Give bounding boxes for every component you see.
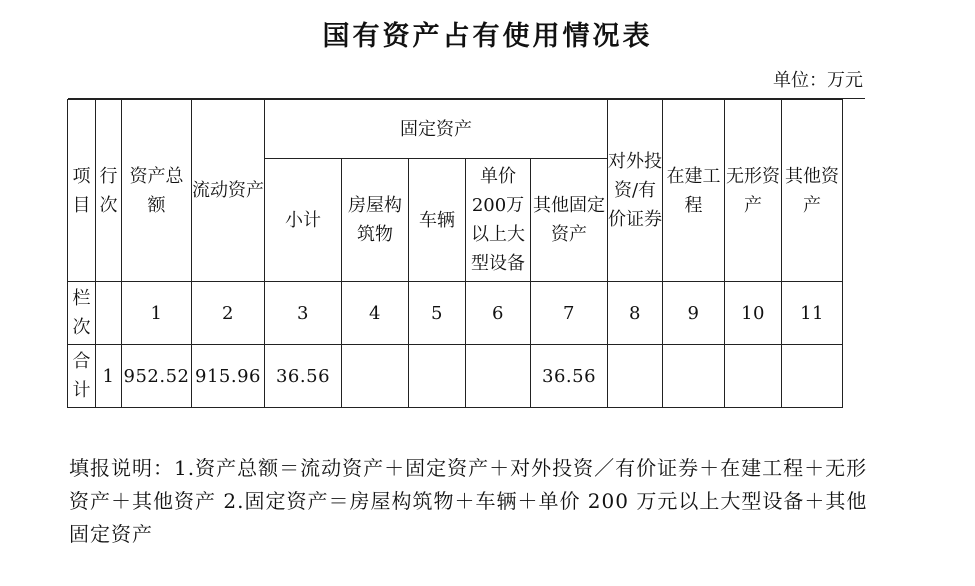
header-row-no: 行次 xyxy=(96,100,122,282)
total-cell xyxy=(782,345,843,408)
total-cell xyxy=(663,345,725,408)
header-vehicles: 车辆 xyxy=(409,159,466,282)
total-row-label: 合计 xyxy=(68,345,96,408)
column-number: 4 xyxy=(342,282,409,345)
column-number: 11 xyxy=(782,282,843,345)
total-cell xyxy=(342,345,409,408)
column-number: 5 xyxy=(409,282,466,345)
header-fixed-assets: 固定资产 xyxy=(265,100,608,159)
total-cell: 36.56 xyxy=(265,345,342,408)
column-row-label: 栏次 xyxy=(68,282,96,345)
header-large-equipment: 单价200万以上大型设备 xyxy=(466,159,531,282)
column-number: 6 xyxy=(466,282,531,345)
column-number: 10 xyxy=(725,282,782,345)
filing-note: 填报说明：1.资产总额＝流动资产＋固定资产＋对外投资／有价证券＋在建工程＋无形资产＋其他资产 2.固定资产＝房屋构筑物＋车辆＋单价 200 万元以上大型设备＋其他固定资产 xyxy=(69,456,868,546)
header-current-assets: 流动资产 xyxy=(192,100,265,282)
column-number: 1 xyxy=(122,282,192,345)
total-cell xyxy=(466,345,531,408)
total-cell xyxy=(725,345,782,408)
asset-table xyxy=(67,99,843,408)
header-construction: 在建工程 xyxy=(663,100,725,282)
header-other-assets: 其他资产 xyxy=(782,100,843,282)
total-cell: 36.56 xyxy=(531,345,608,408)
column-number: 8 xyxy=(608,282,663,345)
header-item: 项目 xyxy=(68,100,96,282)
total-cell xyxy=(608,345,663,408)
page-title: 国有资产占有使用情况表 xyxy=(322,21,653,52)
header-other-fixed: 其他固定资产 xyxy=(531,159,608,282)
column-number: 2 xyxy=(192,282,265,345)
column-number: 9 xyxy=(663,282,725,345)
column-number: 7 xyxy=(531,282,608,345)
total-cell: 952.52 xyxy=(122,345,192,408)
column-number: 3 xyxy=(265,282,342,345)
total-row-no: 1 xyxy=(96,345,122,408)
header-buildings: 房屋构筑物 xyxy=(342,159,409,282)
total-cell xyxy=(409,345,466,408)
column-row-blank xyxy=(96,282,122,345)
header-subtotal: 小计 xyxy=(265,159,342,282)
total-cell: 915.96 xyxy=(192,345,265,408)
header-total-assets: 资产总额 xyxy=(122,100,192,282)
unit-label: 单位：万元 xyxy=(773,70,863,91)
header-investments: 对外投资/有价证券 xyxy=(608,100,663,282)
header-intangible: 无形资产 xyxy=(725,100,782,282)
